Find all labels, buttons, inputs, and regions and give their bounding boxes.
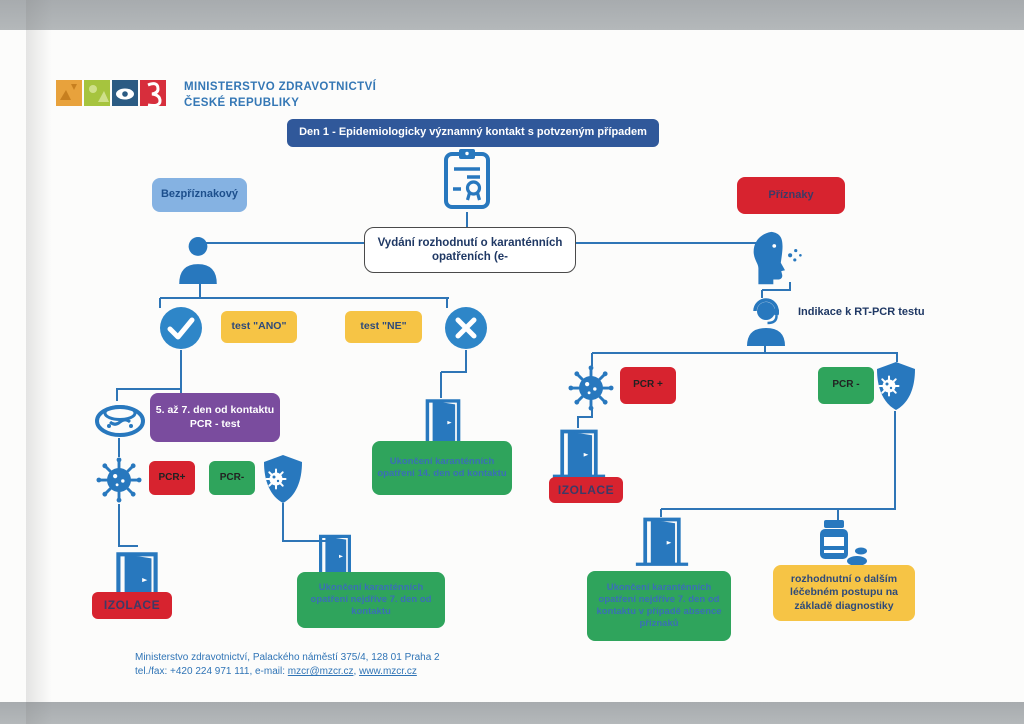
footer-email-link[interactable]: mzcr@mzcr.cz bbox=[287, 666, 354, 677]
medicine-bottle-icon bbox=[810, 519, 870, 567]
footer-contact bbox=[135, 665, 440, 679]
asymptomatic-box: Bezpříznakový bbox=[152, 178, 247, 212]
connector-line bbox=[118, 504, 120, 546]
connector-line bbox=[441, 371, 467, 373]
test-ne-box: test "NE" bbox=[345, 311, 422, 343]
footer-separator: , bbox=[353, 666, 360, 677]
cross-circle-icon bbox=[445, 307, 487, 349]
footer-address: Ministerstvo zdravotnictví, Palackého náměstí 375/4, 128 01 Praha 2 bbox=[135, 652, 440, 663]
footer-contact-prefix: tel./fax: +420 224 971 111, e-mail: bbox=[135, 666, 288, 677]
headset-operator-icon bbox=[743, 296, 789, 346]
isolation-box-right: IZOLACE bbox=[549, 477, 623, 503]
quarantine-decision-box: Vydání rozhodnutí o karanténních opatřeních (e- bbox=[364, 227, 576, 273]
connector-line bbox=[661, 508, 896, 510]
symptomatic-box: Příznaky bbox=[737, 177, 845, 214]
connector-line bbox=[282, 503, 284, 541]
ministry-name bbox=[184, 80, 376, 111]
flow-title-banner: Den 1 - Epidemiologicky významný kontakt s potvzeným případem bbox=[287, 119, 659, 147]
virus-icon bbox=[96, 456, 142, 504]
footer-website-link[interactable]: www.mzcr.cz bbox=[359, 666, 417, 677]
connector-line bbox=[118, 438, 120, 457]
pcr-window-box: 5. až 7. den od kontaktu PCR - test bbox=[150, 393, 280, 442]
ministry-name-line1: MINISTERSTVO ZDRAVOTNICTVÍ bbox=[184, 81, 377, 93]
connector-line bbox=[592, 352, 898, 354]
connector-line bbox=[160, 297, 449, 299]
end-quarantine-7-box-right: Ukončení karanténních opatření nejdříve 7. den od kontaktu v případě absence příznaků bbox=[587, 571, 731, 641]
ministry-logo bbox=[56, 78, 168, 108]
connector-line bbox=[116, 388, 182, 390]
connector-line bbox=[199, 282, 201, 298]
end-quarantine-14-box: Ukončení karanténních opatření 14. den od kontaktu bbox=[372, 441, 512, 495]
open-door-icon bbox=[414, 394, 472, 446]
connector-line bbox=[465, 350, 467, 372]
open-door-icon bbox=[306, 530, 364, 578]
pcr-negative-box-right: PCR - bbox=[818, 367, 874, 404]
open-door-icon bbox=[548, 424, 610, 480]
scanner-edge-bottom bbox=[0, 702, 1024, 724]
test-ano-box: test "ANO" bbox=[221, 311, 297, 343]
checkmark-circle-icon bbox=[160, 307, 202, 349]
footer bbox=[135, 651, 440, 679]
clipboard-certificate-icon bbox=[443, 148, 491, 210]
ministry-name-line2: ČESKÉ REPUBLIKY bbox=[184, 96, 300, 109]
connector-line bbox=[894, 411, 896, 509]
scanner-edge-top bbox=[0, 0, 1024, 30]
treatment-decision-box: rozhodnutní o dalším léčebném postupu na základě diagnostiky bbox=[773, 565, 915, 621]
shield-virus-icon bbox=[261, 453, 305, 505]
connector-line bbox=[577, 416, 593, 418]
petri-dish-icon bbox=[94, 400, 146, 438]
pcr-positive-box-right: PCR + bbox=[620, 367, 676, 404]
open-door-icon bbox=[632, 512, 692, 568]
pcr-negative-box-left: PCR- bbox=[209, 461, 255, 495]
person-icon bbox=[176, 236, 220, 284]
rt-pcr-indication-label: Indikace k RT-PCR testu bbox=[798, 306, 925, 318]
end-quarantine-7-box-left: Ukončení karanténních opatření nejdříve 7. den od kontaktu bbox=[297, 572, 445, 628]
shield-virus-icon bbox=[874, 360, 918, 412]
isolation-box-left: IZOLACE bbox=[92, 592, 172, 619]
page-curl-shadow bbox=[26, 0, 52, 724]
connector-line bbox=[762, 289, 791, 291]
virus-icon bbox=[568, 364, 614, 412]
coughing-head-icon bbox=[750, 230, 806, 288]
pcr-positive-box-left: PCR+ bbox=[149, 461, 195, 495]
